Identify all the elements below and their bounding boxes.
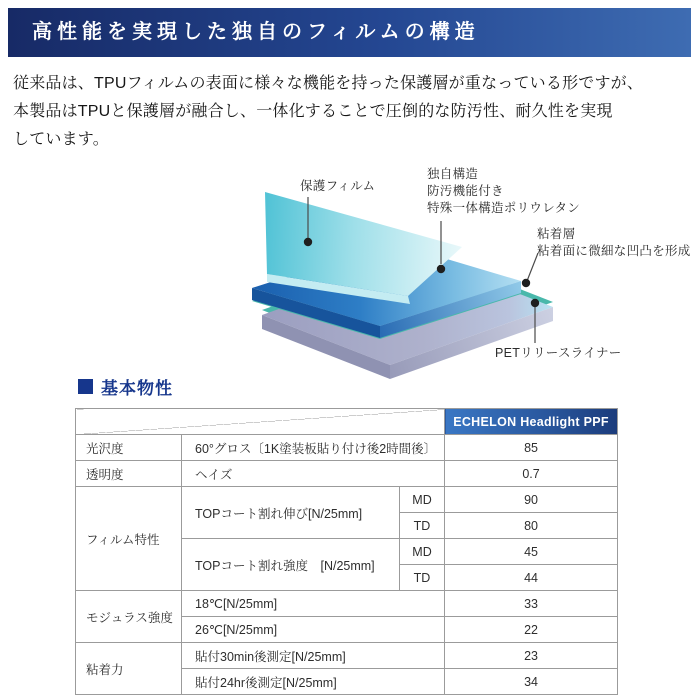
direction-cell: TD xyxy=(400,513,445,539)
value-cell: 85 xyxy=(445,435,618,461)
label-pet-liner: PETリリースライナー xyxy=(495,346,622,360)
dot-protect-film xyxy=(304,238,312,246)
desc-cell: 26℃[N/25mm] xyxy=(182,617,445,643)
section-heading xyxy=(78,374,173,399)
label-adhesive xyxy=(537,226,691,260)
desc-cell: 貼付30min後測定[N/25mm] xyxy=(182,643,445,669)
value-cell: 23 xyxy=(445,643,618,669)
header-banner xyxy=(8,8,691,57)
desc-cell: 貼付24hr後測定[N/25mm] xyxy=(182,669,445,695)
value-cell: 34 xyxy=(445,669,618,695)
table-row xyxy=(76,591,618,617)
table-row xyxy=(76,643,618,669)
desc-cell: ヘイズ xyxy=(182,461,445,487)
desc-cell: 18℃[N/25mm] xyxy=(182,591,445,617)
value-cell: 80 xyxy=(445,513,618,539)
table-row xyxy=(76,487,618,513)
value-cell: 0.7 xyxy=(445,461,618,487)
section-title: 基本物性 xyxy=(101,379,173,398)
intro-line-1: 従来品は、TPUフィルムの表面に様々な機能を持った保護層が重なっている形ですが、 xyxy=(13,75,644,92)
table-header-row xyxy=(76,409,618,435)
category-cell: 光沢度 xyxy=(76,435,182,461)
diagonal-header-cell xyxy=(76,409,445,435)
intro-line-2: 本製品はTPUと保護層が融合し、一体化することで圧倒的な防汚性、耐久性を実現 xyxy=(13,103,613,120)
dot-pet-liner xyxy=(531,299,539,307)
intro-line-3: しています。 xyxy=(13,131,109,148)
label-protect-film: 保護フィルム xyxy=(300,179,376,193)
page-title: 高性能を実現した独自のフィルムの構造 xyxy=(32,21,480,43)
label-unique-line3: 特殊一体構造ポリウレタン xyxy=(427,201,581,215)
dot-adhesive xyxy=(522,279,530,287)
value-cell: 45 xyxy=(445,539,618,565)
direction-cell: MD xyxy=(400,487,445,513)
dot-unique-structure xyxy=(437,265,445,273)
desc-cell: 60°グロス〔1K塗装板貼り付け後2時間後〕 xyxy=(182,435,445,461)
table-row xyxy=(76,461,618,487)
category-cell: 透明度 xyxy=(76,461,182,487)
intro-paragraph xyxy=(13,70,691,154)
value-cell: 33 xyxy=(445,591,618,617)
category-cell: フィルム特性 xyxy=(76,487,182,591)
section-square-icon xyxy=(78,379,93,394)
direction-cell: MD xyxy=(400,539,445,565)
label-unique-line2: 防汚機能付き xyxy=(427,184,504,198)
label-adhesive-line2: 粘着面に微細な凹凸を形成 xyxy=(537,244,691,258)
category-cell: モジュラス強度 xyxy=(76,591,182,643)
spec-table xyxy=(75,408,618,695)
desc-cell: TOPコート割れ伸び[N/25mm] xyxy=(182,487,400,539)
table-row xyxy=(76,435,618,461)
value-cell: 22 xyxy=(445,617,618,643)
label-unique-line1: 独自構造 xyxy=(427,167,479,181)
value-cell: 90 xyxy=(445,487,618,513)
product-header-cell: ECHELON Headlight PPF xyxy=(445,409,618,435)
label-unique-structure xyxy=(427,166,580,217)
category-cell: 粘着力 xyxy=(76,643,182,695)
label-adhesive-line1: 粘着層 xyxy=(537,227,576,241)
direction-cell: TD xyxy=(400,565,445,591)
desc-cell: TOPコート割れ強度 [N/25mm] xyxy=(182,539,400,591)
value-cell: 44 xyxy=(445,565,618,591)
